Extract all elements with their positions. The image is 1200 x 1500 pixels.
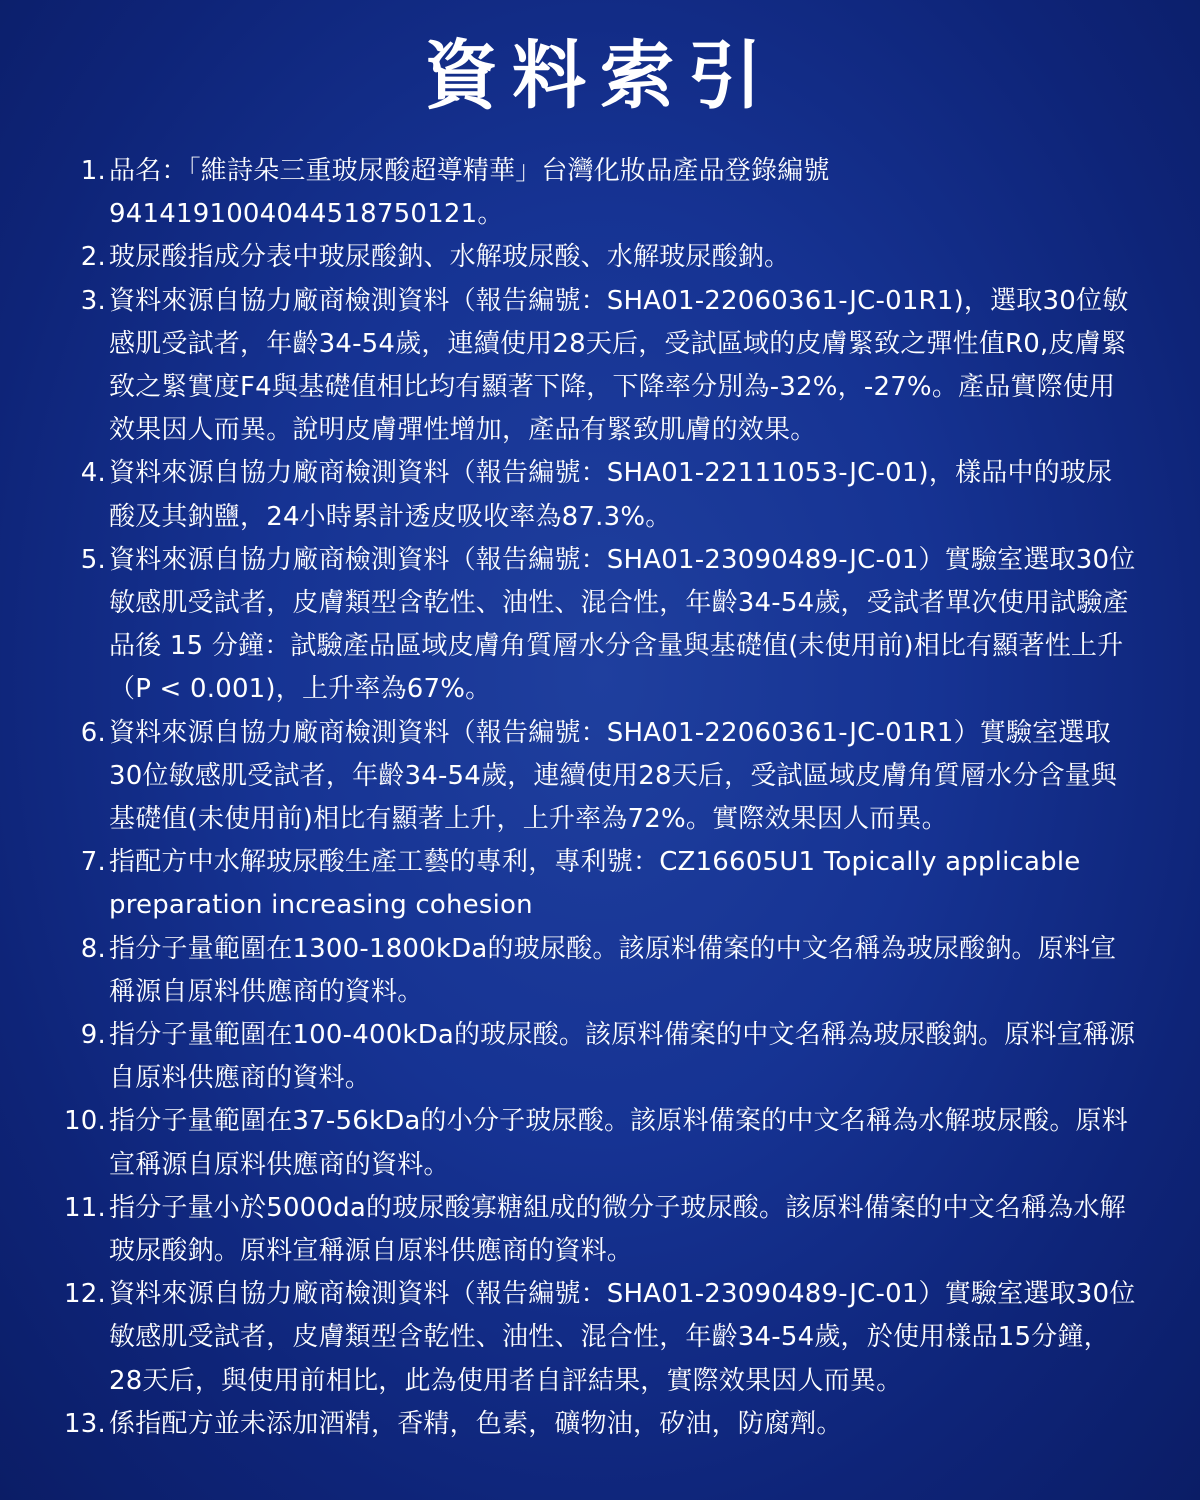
reference-item-6 [0, 712, 1200, 842]
reference-item-8 [0, 928, 1200, 1014]
reference-text: 玻尿酸指成分表中玻尿酸鈉、水解玻尿酸、水解玻尿酸鈉。 [109, 242, 791, 273]
reference-number: 8. [80, 933, 106, 964]
reference-item-3 [0, 280, 1200, 453]
reference-number: 10. [64, 1106, 106, 1137]
reference-number: 5. [80, 544, 106, 575]
reference-number: 13. [64, 1408, 106, 1439]
reference-item-13 [0, 1403, 1200, 1446]
reference-list [0, 150, 1200, 1446]
reference-number: 1. [80, 156, 106, 186]
reference-item-9 [0, 1014, 1200, 1100]
reference-text: 係指配方並未添加酒精，香精，色素，礦物油，矽油，防腐劑。 [109, 1408, 843, 1439]
reference-text: 指配方中水解玻尿酸生產工藝的專利，專利號：CZ16605U1 Topically applicable preparation increasing cohesion [109, 847, 1081, 921]
reference-text: 品名：「維詩朵三重玻尿酸超導精華」台灣化妝品產品登錄編號94141910040445187501​21。 [109, 156, 830, 230]
reference-item-1 [0, 150, 1200, 236]
reference-text: 指分子量範圍在1300-1800kDa的玻尿酸。該原料備案的中文名稱為玻尿酸鈉。原料宣稱源自原料供應商的資料。 [109, 933, 1117, 1007]
reference-item-12 [0, 1273, 1200, 1403]
reference-item-11 [0, 1187, 1200, 1273]
reference-number: 4. [80, 458, 106, 489]
reference-item-5 [0, 539, 1200, 712]
reference-number: 6. [80, 717, 106, 748]
reference-number: 12. [64, 1279, 106, 1310]
reference-text: 資料來源自協力廠商檢測資料（報告編號：SHA01-22060361-JC-01R1）實驗室選取30位敏感肌受試者，年齡34-54歲，連續使用28天后，受試區域皮膚角質層水分含量與基礎值(未使用前)相比有顯著上升，上升率為72%。實際效果因人而異。 [109, 717, 1118, 835]
reference-text: 資料來源自協力廠商檢測資料（報告編號：SHA01-22111053-JC-01)，樣品中的玻尿酸及其鈉鹽，24小時累計透皮吸收率為87.3%。 [109, 458, 1113, 532]
reference-text: 指分子量小於5000da的玻尿酸寡糖組成的微分子玻尿酸。該原料備案的中文名稱為水解玻尿酸鈉。原料宣稱源自原料供應商的資料。 [109, 1192, 1126, 1267]
reference-number: 3. [80, 285, 106, 316]
reference-text: 指分子量範圍在100-400kDa的玻尿酸。該原料備案的中文名稱為玻尿酸鈉。原料宣稱源自原料供應商的資料。 [109, 1020, 1136, 1094]
page-title: 資料索引 [424, 33, 776, 119]
reference-text: 資料來源自協力廠商檢測資料（報告編號：SHA01-23090489-JC-01）實驗室選取30位敏感肌受試者，皮膚類型含乾性、油性、混合性，年齡34-54歲，於使用樣品15分鐘，28天后，與使用前相比，此為使用者自評結果，實際效果因人而異。 [109, 1279, 1136, 1396]
reference-number: 9. [80, 1020, 106, 1051]
reference-number: 2. [80, 242, 106, 273]
reference-text: 指分子量範圍在37-56kDa的小分子玻尿酸。該原料備案的中文名稱為水解玻尿酸。原料宣稱源自原料供應商的資料。 [109, 1106, 1128, 1180]
reference-item-7 [0, 841, 1200, 927]
reference-item-2 [0, 236, 1200, 279]
reference-item-4 [0, 452, 1200, 538]
reference-number: 7. [80, 847, 106, 878]
reference-number: 11. [64, 1192, 106, 1223]
reference-item-10 [0, 1100, 1200, 1186]
reference-text: 資料來源自協力廠商檢測資料（報告編號：SHA01-22060361-JC-01R1)，選取30位敏感肌受試者，年齡34-54歲，連續使用28天后，受試區域的皮膚緊致之彈性值R0,皮膚緊致之緊實度F4與基礎值相比均有顯著下降，下降率分別為-32%，-27%。產品實際使用效果因人而異。說明皮膚彈性增加，產品有緊致肌膚的效果。 [109, 285, 1129, 446]
reference-text: 資料來源自協力廠商檢測資料（報告編號：SHA01-23090489-JC-01）實驗室選取30位敏感肌受試者，皮膚類型含乾性、油性、混合性，年齡34-54歲，受試者單次使用試驗產品後 15 分鐘：試驗產品區域皮膚角質層水分含量與基礎值(未使用前)相比有顯著性上升（P < 0.001)，上升率為67%。 [109, 544, 1136, 705]
